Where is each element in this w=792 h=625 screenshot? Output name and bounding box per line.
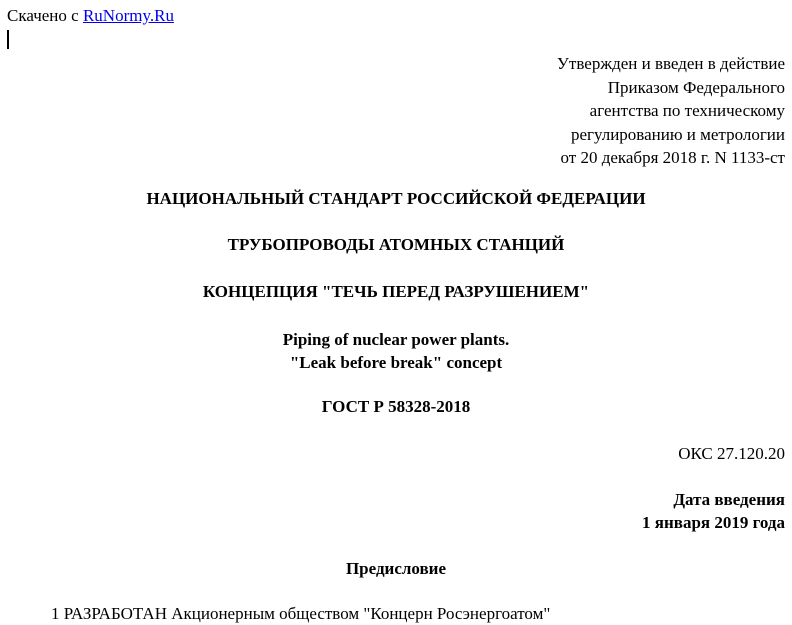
approval-line: регулированию и метрологии	[570, 124, 785, 144]
text-cursor	[7, 30, 9, 49]
approval-line: Приказом Федерального	[607, 77, 785, 97]
approval-line: Утвержден и введен в действие	[556, 54, 785, 73]
oks-code: ОКС 27.120.20	[678, 444, 785, 463]
introduction-date-label: Дата введения	[673, 490, 785, 509]
document-subtitle: КОНЦЕПЦИЯ "ТЕЧЬ ПЕРЕД РАЗРУШЕНИЕМ"	[202, 282, 590, 301]
source-prefix: Скачено с	[7, 6, 83, 25]
standard-title: НАЦИОНАЛЬНЫЙ СТАНДАРТ РОССИЙСКОЙ ФЕДЕРАЦИИ	[146, 189, 646, 208]
english-title	[0, 328, 792, 374]
preface-paragraph: 1 РАЗРАБОТАН Акционерным обществом "Концерн Росэнергоатом"	[51, 604, 551, 623]
english-title-line: Piping of nuclear power plants.	[282, 330, 510, 349]
english-title-line: "Leak before break" concept	[289, 353, 503, 372]
introduction-date: 1 января 2019 года	[642, 513, 785, 532]
approval-block	[557, 52, 785, 170]
preface-heading: Предисловие	[345, 559, 447, 578]
gost-number: ГОСТ Р 58328-2018	[321, 397, 471, 416]
document-title: ТРУБОПРОВОДЫ АТОМНЫХ СТАНЦИЙ	[227, 235, 565, 254]
approval-line: агентства по техническому	[589, 101, 785, 120]
approval-line: от 20 декабря 2018 г. N 1133-ст	[560, 148, 785, 167]
introduction-date-block	[642, 488, 785, 534]
source-line	[7, 6, 174, 26]
source-link[interactable]: RuNormy.Ru	[82, 6, 174, 25]
